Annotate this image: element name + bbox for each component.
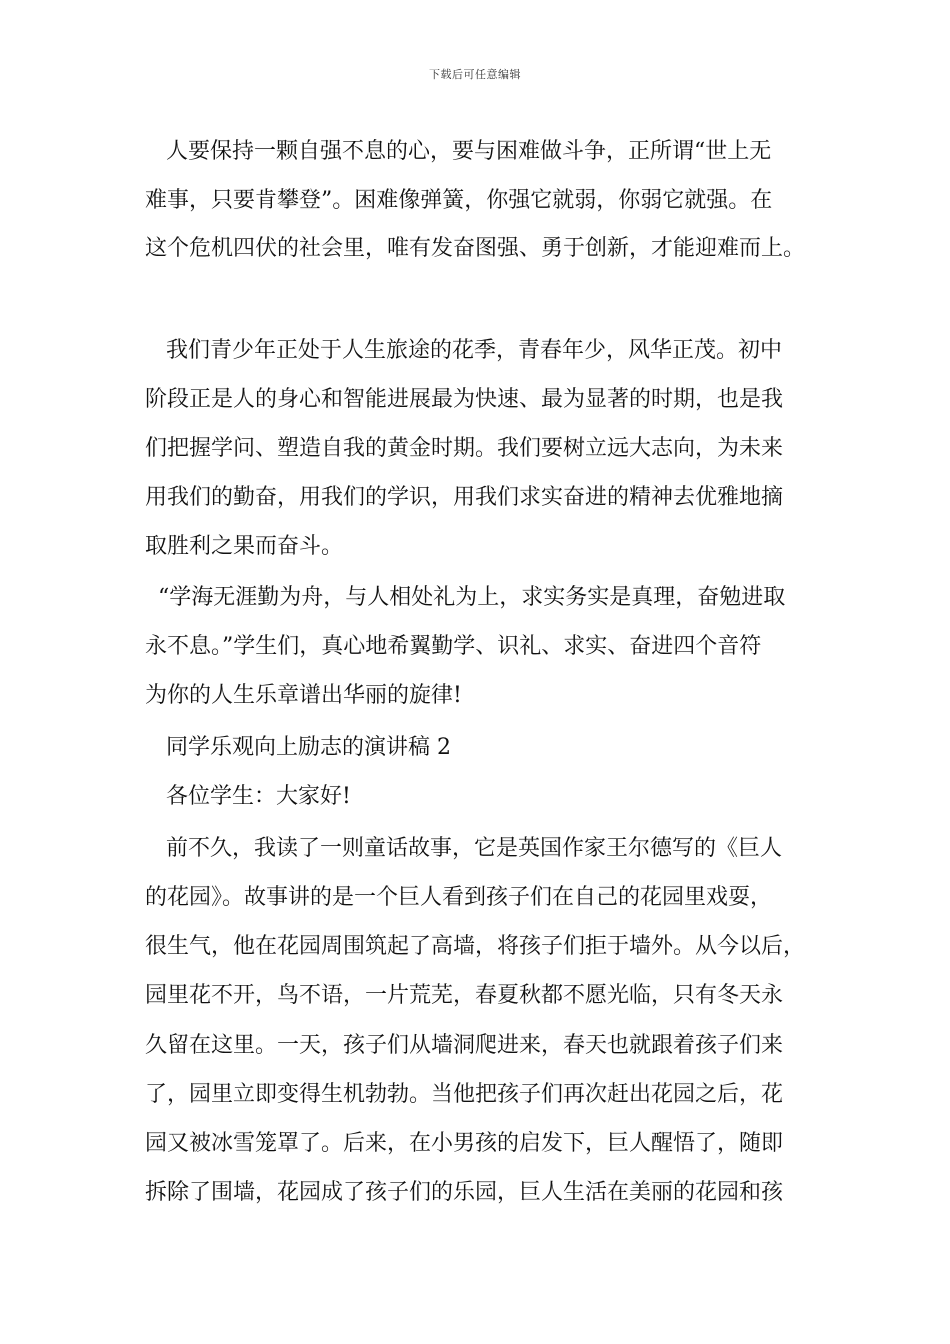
paragraph-line: 永不息。”学生们，真心地希翼勤学、识礼、求实、奋进四个音符: [145, 634, 762, 659]
paragraph-line: 我们青少年正处于人生旅途的花季，青春年少，风华正茂。初中: [166, 338, 783, 363]
paragraph-line: 们把握学问、塑造自我的黄金时期。我们要树立远大志向，为未来: [145, 436, 784, 461]
paragraph-line: 了，园里立即变得生机勃勃。当他把孩子们再次赶出花园之后，花: [145, 1082, 784, 1107]
paragraph-line: 用我们的勤奋，用我们的学识，用我们求实奋进的精神去优雅地摘: [145, 485, 784, 510]
section-heading: 同学乐观向上励志的演讲稿 2: [166, 735, 451, 760]
paragraph-line: 人要保持一颗自强不息的心，要与困难做斗争，正所谓“世上无: [166, 139, 772, 164]
paragraph-line: 园又被冰雪笼罩了。后来，在小男孩的启发下，巨人醒悟了，随即: [145, 1131, 784, 1156]
paragraph-line: 园里花不开，鸟不语，一片荒芜，春夏秋都不愿光临，只有冬天永: [145, 983, 784, 1008]
paragraph-line: 的花园》。故事讲的是一个巨人看到孩子们在自己的花园里戏耍，: [145, 885, 773, 910]
paragraph-line: 前不久，我读了一则童话故事，它是英国作家王尔德写的《巨人: [166, 836, 783, 861]
paragraph-line: 为你的人生乐章谱出华丽的旋律!: [145, 683, 462, 708]
paragraph-line: 这个危机四伏的社会里，唯有发奋图强、勇于创新，才能迎难而上。: [145, 236, 806, 261]
paragraph-line: 拆除了围墙，花园成了孩子们的乐园，巨人生活在美丽的花园和孩: [145, 1180, 784, 1205]
salutation: 各位学生：大家好!: [166, 784, 351, 809]
paragraph-line: 久留在这里。一天，孩子们从墙洞爬进来，春天也就跟着孩子们来: [145, 1033, 784, 1058]
paragraph-line: 很生气，他在花园周围筑起了高墙，将孩子们拒于墙外。从今以后，: [145, 934, 806, 959]
header-note: 下载后可任意编辑: [429, 68, 521, 81]
paragraph-line: 取胜利之果而奋斗。: [145, 534, 344, 559]
paragraph-line: 难事，只要肯攀登”。困难像弹簧，你强它就弱，你弱它就强。在: [145, 188, 773, 213]
paragraph-line: “学海无涯勤为舟，与人相处礼为上，求实务实是真理，奋勉进取: [158, 585, 786, 610]
paragraph-line: 阶段正是人的身心和智能进展最为快速、最为显著的时期，也是我: [145, 387, 784, 412]
